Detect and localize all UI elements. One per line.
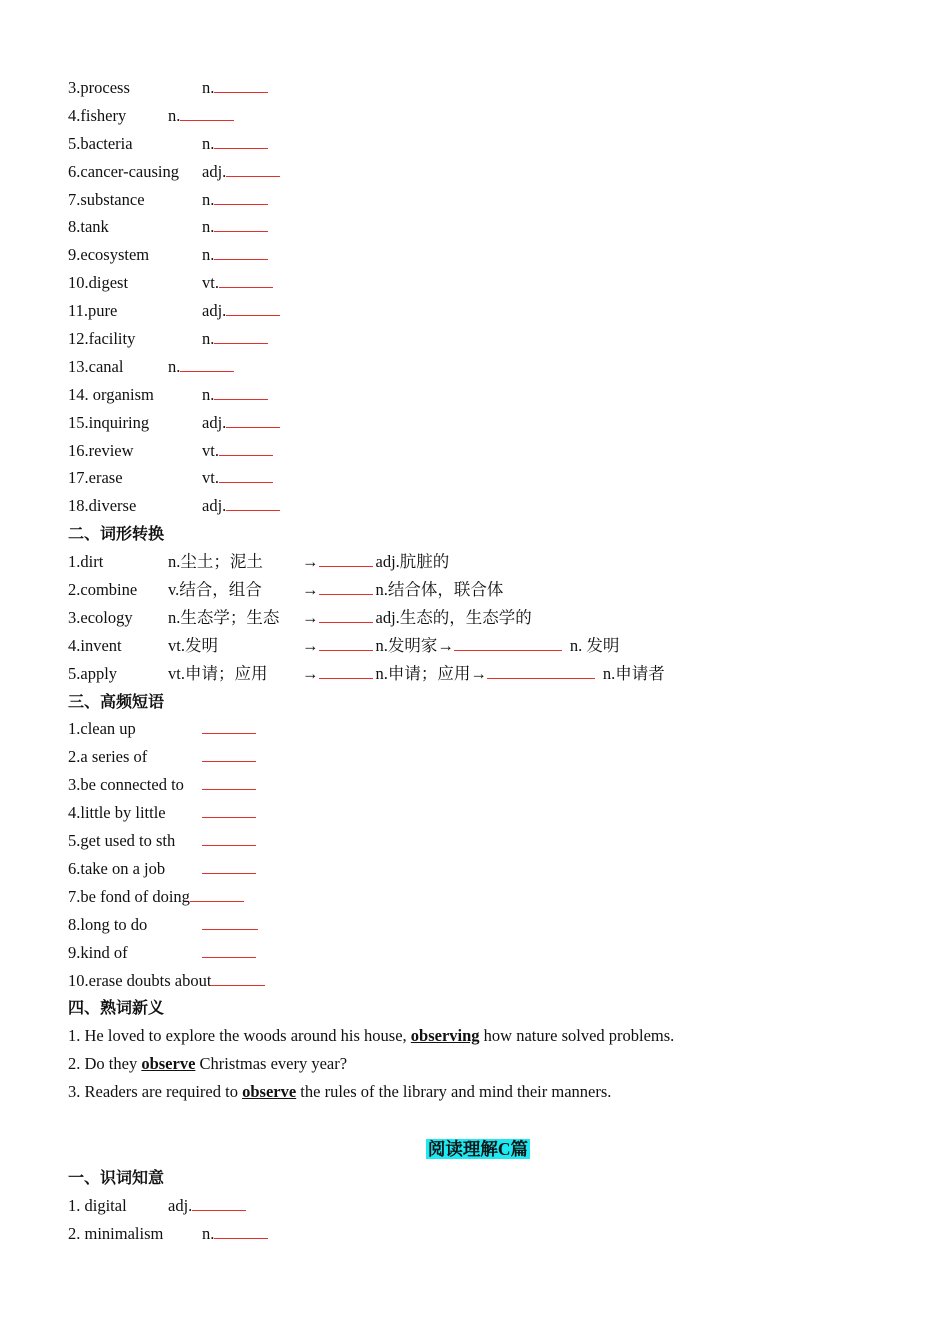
phrase-text: 4.little by little: [68, 803, 166, 823]
pos-label: adj.: [202, 301, 227, 321]
phrase-item: [68, 827, 888, 855]
arrow-icon: →: [302, 552, 319, 572]
pos-label: vt.: [202, 273, 219, 293]
answer-blank[interactable]: [226, 158, 280, 177]
answer-blank[interactable]: [214, 325, 268, 344]
vocab-word: 11.pure: [68, 301, 118, 321]
answer-blank[interactable]: [319, 660, 373, 679]
vocab-word: 3.process: [68, 78, 130, 97]
vocab-item: [68, 186, 888, 214]
pos-label: n.: [202, 133, 215, 153]
pos-label: adj.: [202, 161, 227, 181]
answer-blank[interactable]: [214, 1220, 268, 1239]
answer-blank[interactable]: [202, 715, 256, 734]
answer-blank[interactable]: [214, 186, 268, 205]
pos-label: n.: [202, 1223, 215, 1243]
phrase-item: [68, 967, 888, 995]
word-form-item: [68, 604, 888, 632]
vocab-item: [68, 1192, 888, 1220]
pos-label: n.: [202, 189, 215, 209]
vocab-pos: [202, 213, 268, 241]
form-after: adj.肮脏的: [375, 552, 450, 572]
answer-blank[interactable]: [219, 437, 273, 456]
pos-label: n.: [202, 329, 215, 349]
answer-blank[interactable]: [319, 604, 373, 623]
vocab-item: [68, 353, 888, 381]
answer-blank[interactable]: [219, 269, 273, 288]
pos-label: vt.: [202, 468, 219, 488]
form-meaning: n.尘土；泥土: [168, 552, 263, 572]
form-after: n.结合体，联合体: [375, 580, 504, 600]
sentence-before: 1. He loved to explore the woods around his house,: [68, 1026, 411, 1046]
vocab-item: [68, 130, 888, 158]
phrase-blank-wrap: [202, 743, 256, 771]
form-answer: [302, 548, 449, 576]
sentence-keyword: observe: [141, 1054, 196, 1074]
vocab-item: [68, 74, 888, 102]
word-form-list: [68, 548, 888, 687]
vocab-item: [68, 213, 888, 241]
sentence-item: [68, 1078, 888, 1106]
answer-blank[interactable]: [319, 632, 373, 651]
phrase-blank-wrap: [202, 911, 258, 939]
vocab-item: [68, 241, 888, 269]
phrase-text: 10.erase doubts about: [68, 970, 212, 990]
vocab-pos: [202, 158, 280, 186]
sentence-item: [68, 1022, 888, 1050]
phrase-inline: [68, 883, 244, 911]
vocab-word: 13.canal: [68, 356, 124, 376]
vocab-word: 18.diverse: [68, 496, 137, 516]
vocab-pos: [202, 1220, 268, 1248]
phrase-list: [68, 715, 888, 994]
vocab-word: 9.ecosystem: [68, 245, 150, 265]
phrase-text: 1.clean up: [68, 719, 136, 739]
form-word: 3.ecology: [68, 607, 133, 627]
answer-blank[interactable]: [211, 967, 265, 986]
answer-blank[interactable]: [214, 74, 268, 93]
phrase-blank-wrap: [202, 855, 256, 883]
vocab-word: 5.bacteria: [68, 133, 133, 153]
answer-blank[interactable]: [192, 1192, 246, 1211]
vocab-item: [68, 1220, 888, 1248]
vocab-word: 17.erase: [68, 468, 123, 488]
phrase-blank-wrap: [202, 771, 256, 799]
phrase-item: [68, 743, 888, 771]
sentence-after: how nature solved problems.: [479, 1026, 675, 1046]
phrase-item: [68, 855, 888, 883]
phrase-text: 3.be connected to: [68, 775, 184, 795]
spacer: [68, 1106, 888, 1134]
vocab-pos: [168, 353, 234, 381]
form-after-2: n. 发明: [569, 635, 620, 655]
answer-blank[interactable]: [214, 381, 268, 400]
vocab-pos: [202, 464, 273, 492]
form-after: n.发明家→: [375, 635, 454, 655]
form-meaning: vt.申请；应用: [168, 663, 268, 683]
answer-blank[interactable]: [202, 827, 256, 846]
phrase-blank-wrap: [202, 799, 256, 827]
vocab-word: 12.facility: [68, 329, 136, 349]
phrase-item: [68, 883, 888, 911]
phrase-blank-wrap: [202, 827, 256, 855]
vocab-word: 1. digital: [68, 1195, 127, 1215]
phrase-item: [68, 799, 888, 827]
form-answer: [302, 604, 532, 632]
vocab-word: 7.substance: [68, 189, 145, 209]
answer-blank[interactable]: [202, 743, 256, 762]
answer-blank[interactable]: [319, 548, 373, 567]
phrase-text: 6.take on a job: [68, 858, 166, 878]
vocab-pos: [168, 1192, 246, 1220]
vocab-item: [68, 437, 888, 465]
form-word: 5.apply: [68, 663, 118, 683]
answer-blank[interactable]: [214, 130, 268, 149]
word-form-item: [68, 660, 888, 688]
sentence-item: [68, 1050, 888, 1078]
vocab-word: 8.tank: [68, 217, 109, 237]
answer-blank[interactable]: [226, 492, 280, 511]
section-heading-phrases: 三、高频短语: [68, 691, 165, 711]
vocab-pos: [202, 437, 273, 465]
vocab-item: [68, 325, 888, 353]
phrase-blank-wrap: [202, 715, 256, 743]
vocab-word: 15.inquiring: [68, 412, 150, 432]
sentence-list: [68, 1022, 888, 1106]
section-heading-new-meanings: 四、熟词新义: [68, 998, 165, 1018]
sentence-before: 2. Do they: [68, 1054, 142, 1074]
vocab-item: [68, 464, 888, 492]
sentence-after: the rules of the library and mind their manners.: [296, 1082, 612, 1102]
sentence-keyword: observe: [242, 1082, 297, 1102]
form-word: 2.combine: [68, 580, 138, 600]
phrase-text: 9.kind of: [68, 942, 128, 962]
vocab-word: 2. minimalism: [68, 1223, 164, 1243]
pos-label: n.: [202, 217, 215, 237]
word-form-item: [68, 576, 888, 604]
arrow-icon: →: [302, 663, 319, 683]
vocab-item: [68, 269, 888, 297]
phrase-text: 8.long to do: [68, 914, 148, 934]
form-after: n.申请；应用→: [375, 663, 487, 683]
form-word: 4.invent: [68, 635, 122, 655]
pos-label: vt.: [202, 440, 219, 460]
word-form-item: [68, 548, 888, 576]
sentence-before: 3. Readers are required to: [68, 1082, 243, 1102]
worksheet-page: [68, 74, 888, 1248]
part-c-vocab-list: [68, 1192, 888, 1248]
answer-blank[interactable]: [202, 771, 256, 790]
vocab-item: [68, 492, 888, 520]
sentence-keyword: observing: [410, 1026, 480, 1046]
vocab-item: [68, 158, 888, 186]
sentence-after: Christmas every year?: [195, 1054, 348, 1074]
answer-blank[interactable]: [190, 883, 244, 902]
part-c-title-text: 阅读理解C篇: [427, 1138, 529, 1159]
vocab-pos: [202, 186, 268, 214]
form-answer: [302, 660, 665, 688]
pos-label: adj.: [202, 412, 227, 432]
form-after-2: n.申请者: [602, 663, 665, 683]
arrow-icon: →: [302, 607, 319, 627]
word-form-item: [68, 632, 888, 660]
pos-label: adj.: [202, 496, 227, 516]
answer-blank[interactable]: [180, 353, 234, 372]
vocab-pos: [202, 269, 273, 297]
answer-blank[interactable]: [202, 939, 256, 958]
vocab-item: [68, 102, 888, 130]
phrase-item: [68, 911, 888, 939]
phrase-item: [68, 771, 888, 799]
answer-blank[interactable]: [180, 102, 234, 121]
vocab-pos: [202, 297, 280, 325]
form-word: 1.dirt: [68, 552, 104, 572]
pos-label: n.: [202, 384, 215, 404]
answer-blank[interactable]: [487, 660, 595, 679]
answer-blank[interactable]: [454, 632, 562, 651]
form-meaning: v.结合，组合: [168, 580, 262, 600]
vocab-list: [68, 74, 888, 520]
vocab-pos: [202, 241, 268, 269]
part-c-title: [68, 1134, 888, 1164]
phrase-text: 2.a series of: [68, 747, 148, 767]
answer-blank[interactable]: [202, 911, 258, 930]
form-meaning: n.生态学；生态: [168, 607, 280, 627]
vocab-pos: [202, 492, 280, 520]
vocab-pos: [202, 130, 268, 158]
vocab-pos: [202, 325, 268, 353]
phrase-inline: [68, 967, 265, 995]
vocab-word: 6.cancer-causing: [68, 161, 179, 181]
pos-label: adj.: [168, 1195, 193, 1215]
vocab-word: 14. organism: [68, 384, 154, 404]
vocab-word: 4.fishery: [68, 105, 127, 125]
vocab-pos: [168, 102, 234, 130]
answer-blank[interactable]: [202, 799, 256, 818]
arrow-icon: →: [302, 580, 319, 600]
answer-blank[interactable]: [202, 855, 256, 874]
section-heading-word-forms: 二、词形转换: [68, 524, 165, 544]
answer-blank[interactable]: [214, 241, 268, 260]
phrase-item: [68, 939, 888, 967]
vocab-pos: [202, 409, 280, 437]
vocab-item: [68, 297, 888, 325]
answer-blank[interactable]: [226, 409, 280, 428]
phrase-blank-wrap: [202, 939, 256, 967]
vocab-item: [68, 381, 888, 409]
phrase-item: [68, 715, 888, 743]
form-meaning: vt.发明: [168, 635, 218, 655]
vocab-pos: [202, 74, 268, 102]
form-after: adj.生态的，生态学的: [375, 607, 532, 627]
pos-label: n.: [168, 356, 181, 376]
answer-blank[interactable]: [319, 576, 373, 595]
vocab-pos: [202, 381, 268, 409]
answer-blank[interactable]: [214, 213, 268, 232]
pos-label: n.: [168, 105, 181, 125]
pos-label: n.: [202, 78, 215, 97]
phrase-text: 7.be fond of doing: [68, 886, 190, 906]
section-heading-vocab-c: 一、识词知意: [68, 1167, 165, 1187]
arrow-icon: →: [302, 635, 319, 655]
vocab-word: 16.review: [68, 440, 134, 460]
pos-label: n.: [202, 245, 215, 265]
vocab-word: 10.digest: [68, 273, 129, 293]
answer-blank[interactable]: [226, 297, 280, 316]
form-answer: [302, 632, 619, 660]
form-answer: [302, 576, 503, 604]
phrase-text: 5.get used to sth: [68, 831, 176, 851]
vocab-item: [68, 409, 888, 437]
answer-blank[interactable]: [219, 464, 273, 483]
